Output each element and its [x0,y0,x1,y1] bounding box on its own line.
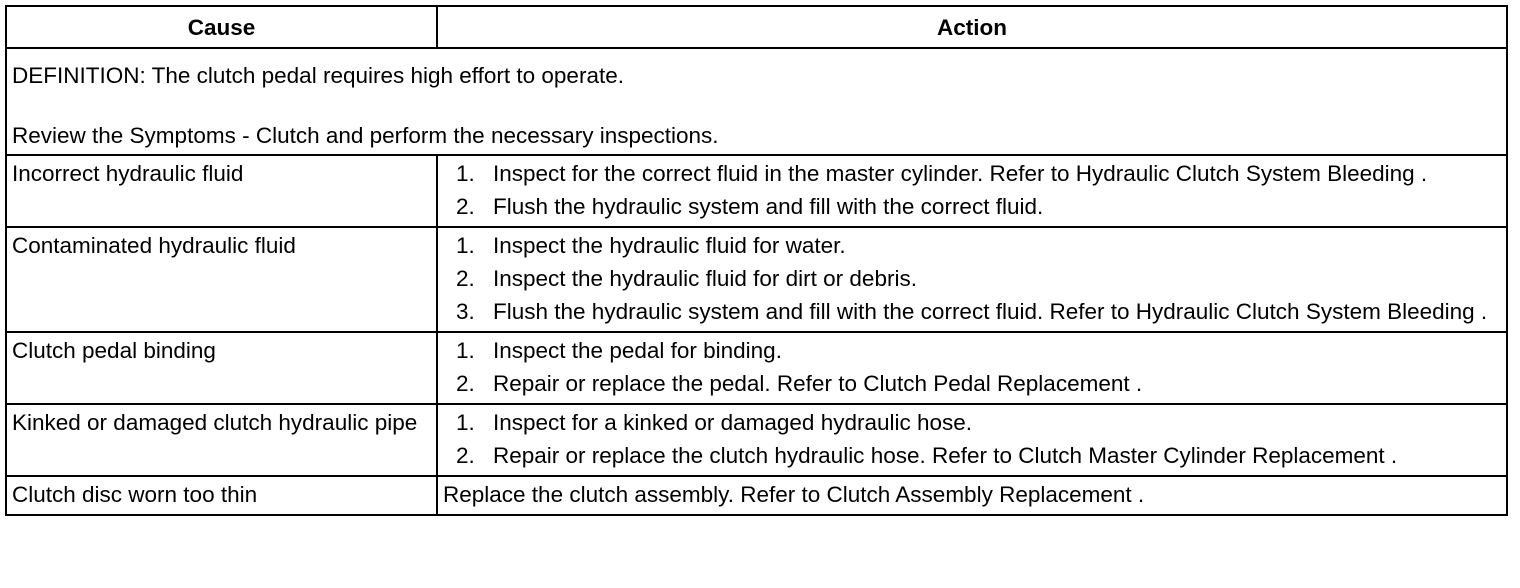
definition-text: DEFINITION: The clutch pedal requires high effort to operate. [12,63,624,88]
action-cell [437,404,1507,476]
definition-row [6,48,1507,155]
action-steps [443,336,1501,399]
table-row [6,476,1507,515]
step-text: Inspect the pedal for binding. [493,338,782,363]
definition-cell [6,48,1507,155]
action-step [443,408,1501,438]
step-text: Flush the hydraulic system and fill with the correct fluid. Refer to Hydraulic Clutch System Bleeding . [493,299,1488,324]
step-text: Inspect the hydraulic fluid for dirt or debris. [493,266,917,291]
step-text: Repair or replace the pedal. Refer to Clutch Pedal Replacement . [493,371,1143,396]
review-instruction-text: Review the Symptoms - Clutch and perform the necessary inspections. [12,123,719,148]
definition-spacer [12,91,1501,121]
step-number: 3. [456,299,475,324]
action-steps [443,408,1501,471]
action-step [443,297,1501,327]
step-number: 1. [456,233,475,258]
action-step [443,159,1501,189]
step-number: 2. [456,371,475,396]
cause-cell: Clutch pedal binding [6,332,437,404]
step-number: 2. [456,194,475,219]
step-text: Inspect the hydraulic fluid for water. [493,233,846,258]
cause-cell: Clutch disc worn too thin [6,476,437,515]
cause-cell: Kinked or damaged clutch hydraulic pipe [6,404,437,476]
action-cell [437,332,1507,404]
action-cell [437,155,1507,227]
step-text: Repair or replace the clutch hydraulic hose. Refer to Clutch Master Cylinder Replacement . [493,443,1398,468]
table-row [6,227,1507,332]
action-step [443,336,1501,366]
action-step [443,231,1501,261]
step-number: 2. [456,266,475,291]
action-steps [443,159,1501,222]
action-step [443,369,1501,399]
table-row [6,155,1507,227]
cause-cell: Contaminated hydraulic fluid [6,227,437,332]
action-cell: Replace the clutch assembly. Refer to Clutch Assembly Replacement . [437,476,1507,515]
step-number: 1. [456,161,475,186]
cause-cell: Incorrect hydraulic fluid [6,155,437,227]
step-text: Inspect for the correct fluid in the master cylinder. Refer to Hydraulic Clutch System Bleeding . [493,161,1428,186]
action-column-header: Action [437,6,1507,48]
header-row [6,6,1507,48]
step-number: 1. [456,410,475,435]
action-step [443,264,1501,294]
diagnostic-table [5,5,1508,516]
step-text: Flush the hydraulic system and fill with the correct fluid. [493,194,1044,219]
action-step [443,441,1501,471]
cause-column-header: Cause [6,6,437,48]
table-row [6,404,1507,476]
step-text: Inspect for a kinked or damaged hydraulic hose. [493,410,973,435]
action-steps [443,231,1501,327]
action-step [443,192,1501,222]
step-number: 1. [456,338,475,363]
action-cell [437,227,1507,332]
step-number: 2. [456,443,475,468]
table-row [6,332,1507,404]
